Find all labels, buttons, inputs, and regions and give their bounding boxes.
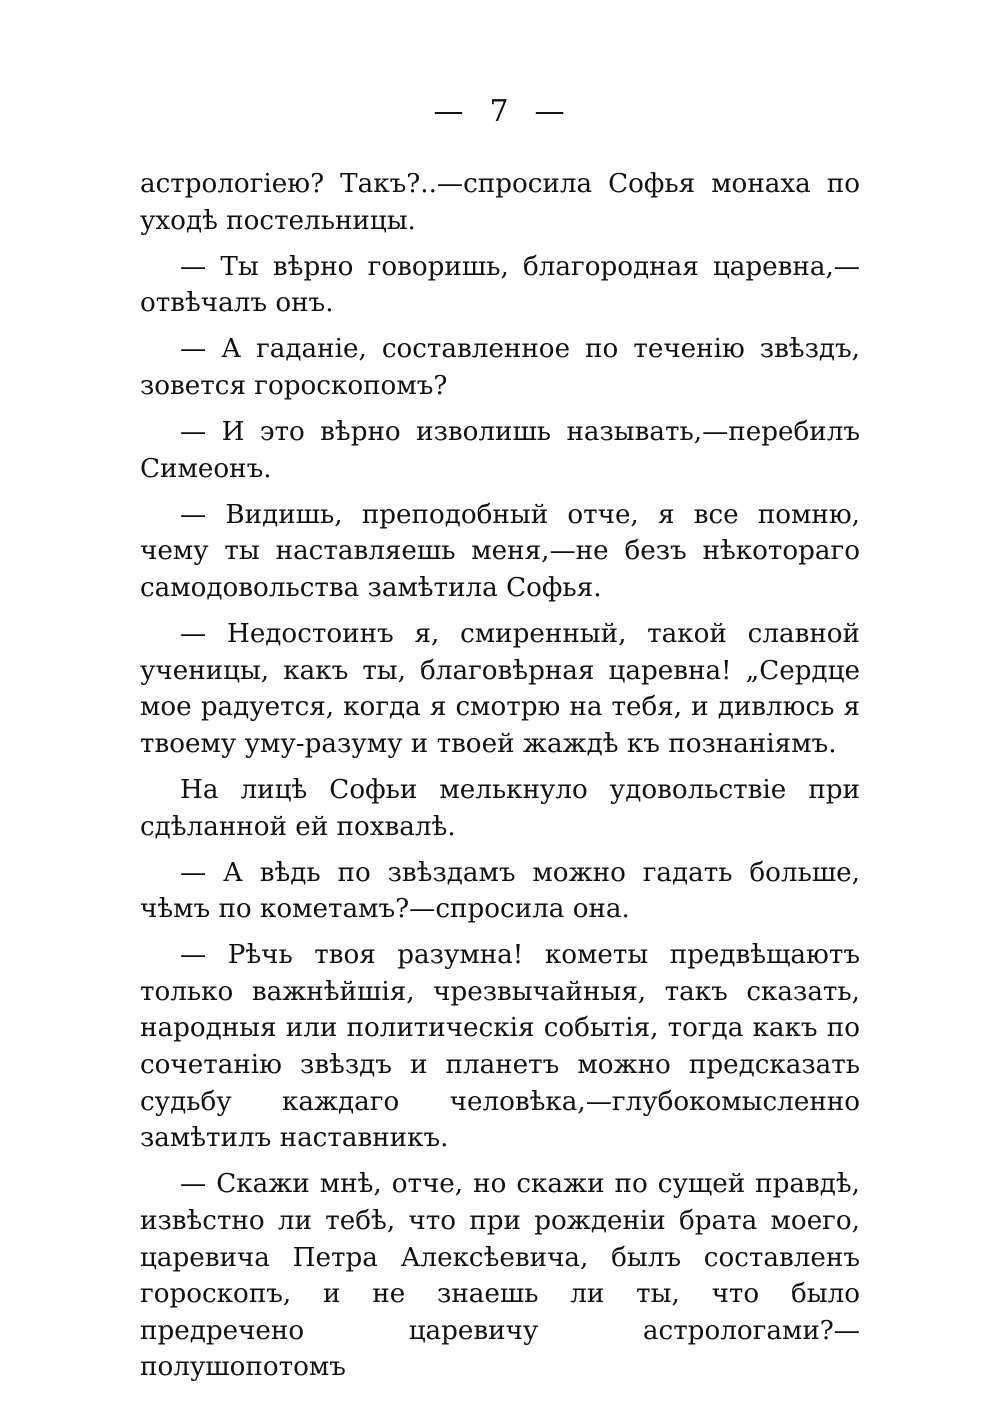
page-number <box>140 92 860 132</box>
paragraph-5: — Видишь, преподобный отче, я все помню, чему ты наставляешь меня,—не безъ нѣкотораго самодовольства замѣтила Софья. <box>140 499 860 603</box>
paragraph-9: — Рѣчь твоя разумна! кометы предвѣщаютъ только важнѣйшія, чрезвычайныя, такъ сказать, народныя или политическія событія, тогда какъ по сочетанію звѣздъ и планетъ можно предсказать судьбу каждаго человѣка,—глубокомысленно замѣтилъ наставникъ. <box>140 940 860 1154</box>
paragraph-8: — А вѣдь по звѣздамъ можно гадать больше, чѣмъ по кометамъ?—спросила она. <box>140 857 860 925</box>
paragraph-7: На лицѣ Софьи мелькнуло удовольствіе при сдѣланной ей похвалѣ. <box>140 774 860 842</box>
paragraph-10: — Скажи мнѣ, отче, но скажи по сущей правдѣ, извѣстно ли тебѣ, что при рожденіи брата моего, царевича Петра Алексѣевича, былъ составленъ гороскопъ, и не знаешь ли ты, что было предречено царевичу астрологами?—полушопотомъ <box>140 1169 860 1383</box>
paragraph-2: — Ты вѣрно говоришь, благородная царевна,— отвѣчалъ онъ. <box>140 251 860 319</box>
paragraph-6: — Недостоинъ я, смиренный, такой славной ученицы, какъ ты, благовѣрная царевна! „Сердце мое радуется, когда я смотрю на тебя, и дивлюсь я твоему уму-разуму и твоей жаждѣ къ познаніямъ. <box>140 619 860 759</box>
paragraph-1: астрологіею? Такъ?..—спросила Софья монаха по уходѣ постельницы. <box>140 169 860 236</box>
paragraph-3: — А гаданіе, составленное по теченію звѣздъ, зовется гороскопомъ? <box>140 334 860 401</box>
page-number-dash-right: — <box>534 94 567 129</box>
page-number-dash-left: — <box>433 94 466 129</box>
paragraph-4: — И это вѣрно изволишь называть,—перебилъ Симеонъ. <box>140 417 860 484</box>
page-number-value: 7 <box>489 94 511 129</box>
book-page <box>140 92 860 1395</box>
